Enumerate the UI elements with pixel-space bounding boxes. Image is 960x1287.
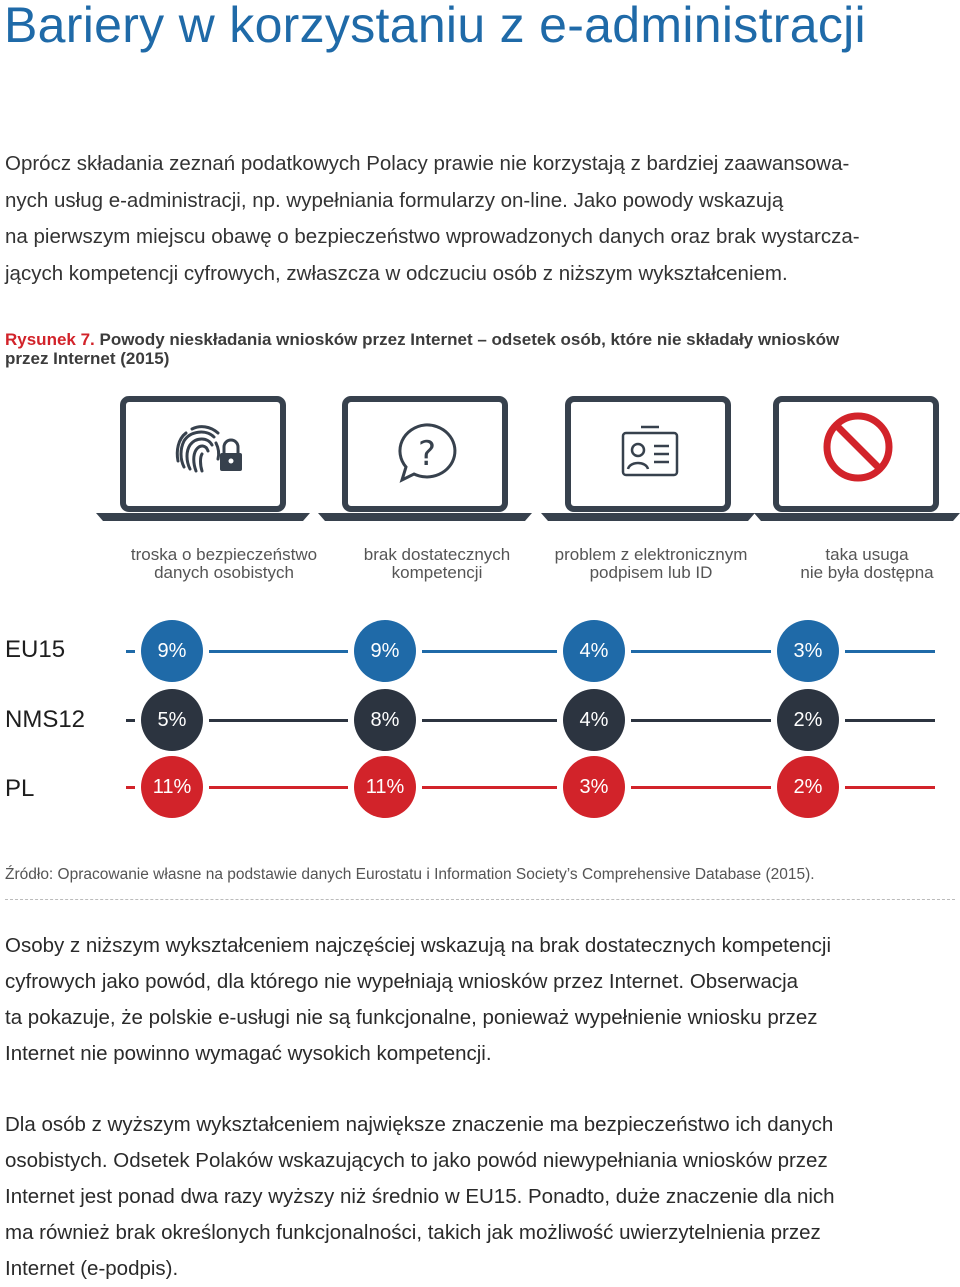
row-label-nms12: NMS12 <box>5 706 86 733</box>
laptop-unavailable <box>754 393 960 523</box>
paragraph-line: ta pokazuje, że polskie e-usługi nie są funkcjonalne, ponieważ wypełnienie wniosku przez <box>5 1006 818 1029</box>
row-line-nms12 <box>631 719 771 722</box>
paragraph-line: Dla osób z wyższym wykształceniem największe znaczenie ma bezpieczeństwo ich danych <box>5 1113 834 1136</box>
paragraph-line: ma również brak określonych funkcjonalności, takich jak możliwość uwierzytelnienia przez <box>5 1221 821 1244</box>
category-line: brak dostatecznych <box>363 545 511 564</box>
row-line-pl <box>631 786 771 789</box>
paragraph-line: Osoby z niższym wykształceniem najczęściej wskazują na brak dostatecznych kompetencji <box>5 934 832 957</box>
value-circle-eu15: 3% <box>777 620 839 682</box>
svg-text:?: ? <box>417 434 437 474</box>
row-line-eu15 <box>126 650 135 653</box>
category-line: troska o bezpieczeństwo <box>130 545 318 564</box>
laptop-security <box>96 393 310 523</box>
figure-caption <box>5 330 955 368</box>
intro-line: na pierwszym miejscu obawę o bezpieczeństwo wprowadzonych danych oraz brak wystarcza- <box>5 225 860 248</box>
category-line: podpisem lub ID <box>589 563 713 582</box>
value-circle-pl: 3% <box>563 756 625 818</box>
source-note: Źródło: Opracowanie własne na podstawie danych Eurostatu i Information Society’s Comprehensive Database (2015). <box>5 866 815 883</box>
value-circle-eu15: 9% <box>141 620 203 682</box>
row-line-eu15 <box>631 650 771 653</box>
category-label <box>322 546 552 582</box>
category-line: problem z elektronicznym <box>554 545 748 564</box>
paragraph-line: cyfrowych jako powód, dla którego nie wypełniają wniosków przez Internet. Obserwacja <box>5 970 799 993</box>
value-circle-eu15: 9% <box>354 620 416 682</box>
prohibited-icon <box>827 416 889 478</box>
paragraph-line: Internet (e-podpis). <box>5 1257 179 1280</box>
divider <box>5 899 955 900</box>
category-label <box>109 546 339 582</box>
value-circle-nms12: 2% <box>777 689 839 751</box>
category-line: kompetencji <box>391 563 483 582</box>
paragraph-line: osobistych. Odsetek Polaków wskazujących to jako powód niewypełniania wniosków przez <box>5 1149 828 1172</box>
row-label-eu15: EU15 <box>5 636 66 663</box>
row-line-eu15 <box>422 650 557 653</box>
category-line: nie była dostępna <box>800 563 934 582</box>
row-line-eu15 <box>845 650 935 653</box>
category-label <box>536 546 766 582</box>
value-circle-eu15: 4% <box>563 620 625 682</box>
row-label-pl: PL <box>5 775 35 802</box>
id-card-icon <box>623 427 677 475</box>
row-line-pl <box>209 786 348 789</box>
value-circle-nms12: 5% <box>141 689 203 751</box>
row-line-nms12 <box>126 719 135 722</box>
category-line: danych osobistych <box>154 563 294 582</box>
figure-title-line2: przez Internet (2015) <box>5 349 170 368</box>
row-line-nms12 <box>845 719 935 722</box>
value-circle-nms12: 4% <box>563 689 625 751</box>
paragraph-1 <box>5 928 955 1072</box>
intro-paragraph <box>5 146 950 292</box>
intro-line: jących kompetencji cyfrowych, zwłaszcza w odczuciu osób z niższym wykształceniem. <box>5 261 788 285</box>
row-line-pl <box>845 786 935 789</box>
laptop-competence <box>318 393 532 523</box>
category-line: taka usuga <box>825 545 909 564</box>
figure-label: Rysunek 7. <box>5 330 95 349</box>
paragraph-line: Internet nie powinno wymagać wysokich kompetencji. <box>5 1042 492 1065</box>
value-circle-pl: 11% <box>141 756 203 818</box>
paragraph-2 <box>5 1107 955 1287</box>
row-line-pl <box>422 786 557 789</box>
intro-line: nych usług e-administracji, np. wypełniania formularzy on-line. Jako powody wskazują <box>5 188 784 212</box>
figure-title-line1: Powody nieskładania wniosków przez Internet – odsetek osób, które nie składały wniosków <box>94 330 840 349</box>
category-label <box>752 546 960 582</box>
value-circle-nms12: 8% <box>354 689 416 751</box>
laptop-signature <box>541 393 755 523</box>
value-circle-pl: 2% <box>777 756 839 818</box>
paragraph-line: Internet jest ponad dwa razy wyższy niż średnio w EU15. Ponadto, duże znaczenie dla nich <box>5 1185 835 1208</box>
value-circle-pl: 11% <box>354 756 416 818</box>
fingerprint-lock-icon <box>177 427 242 471</box>
page-title: Bariery w korzystaniu z e-administracji <box>4 0 866 53</box>
intro-line: Oprócz składania zeznań podatkowych Polacy prawie nie korzystają z bardziej zaawansowa- <box>5 152 850 175</box>
row-line-nms12 <box>422 719 557 722</box>
row-line-pl <box>126 786 135 789</box>
row-line-eu15 <box>209 650 348 653</box>
question-bubble-icon <box>400 425 455 480</box>
row-line-nms12 <box>209 719 348 722</box>
